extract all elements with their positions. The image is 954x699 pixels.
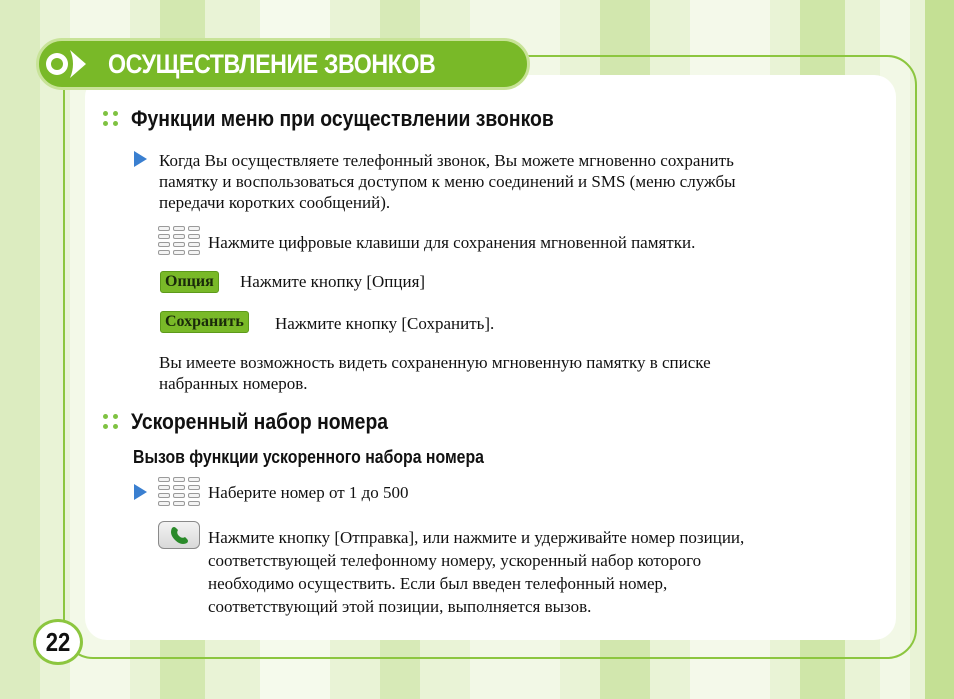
triangle-arrow-icon: [134, 151, 147, 167]
intro-line-2: памятку и воспользоваться доступом к меню соединений и SMS (меню службы: [159, 172, 736, 191]
save-softkey: Сохранить: [160, 311, 249, 333]
section-title-call-menu: Функции меню при осуществлении звонков: [131, 106, 554, 131]
dots-bullet-icon: [103, 414, 121, 432]
chapter-title: ОСУЩЕСТВЛЕНИЕ ЗВОНКОВ: [108, 49, 436, 79]
keypad-icon: [158, 226, 202, 256]
dots-bullet-icon: [103, 111, 121, 129]
subsection-title: Вызов функции ускоренного набора номера: [133, 447, 484, 467]
send-line-2: соответствующей телефонному номеру, ускоренный набор которого: [208, 551, 702, 570]
triangle-arrow-icon: [134, 484, 147, 500]
step-keypad-text: Нажмите цифровые клавиши для сохранения мгновенной памятки.: [208, 233, 696, 252]
page-number: 22: [45, 627, 71, 657]
step-dial-text: Наберите номер от 1 до 500: [208, 483, 409, 502]
chapter-logo-icon: [44, 46, 90, 82]
option-softkey: Опция: [160, 271, 219, 293]
section-title-speed-dial: Ускоренный набор номера: [131, 409, 389, 434]
keypad-icon: [158, 477, 202, 507]
send-call-key-icon: [158, 521, 200, 549]
send-line-4: соответствующий этой позиции, выполняется вызов.: [208, 597, 592, 616]
intro-line-3: передачи коротких сообщений).: [159, 193, 391, 212]
note-line-2: набранных номеров.: [159, 374, 308, 393]
step-save-text: Нажмите кнопку [Сохранить].: [275, 314, 495, 333]
send-line-3: необходимо осуществить. Если был введен телефонный номер,: [208, 574, 668, 593]
step-option-text: Нажмите кнопку [Опция]: [240, 272, 426, 291]
note-line-1: Вы имеете возможность видеть сохраненную мгновенную памятку в списке: [159, 353, 711, 372]
send-line-1: Нажмите кнопку [Отправка], или нажмите и удерживайте номер позиции,: [208, 528, 745, 547]
intro-line-1: Когда Вы осуществляете телефонный звонок, Вы можете мгновенно сохранить: [159, 151, 734, 170]
